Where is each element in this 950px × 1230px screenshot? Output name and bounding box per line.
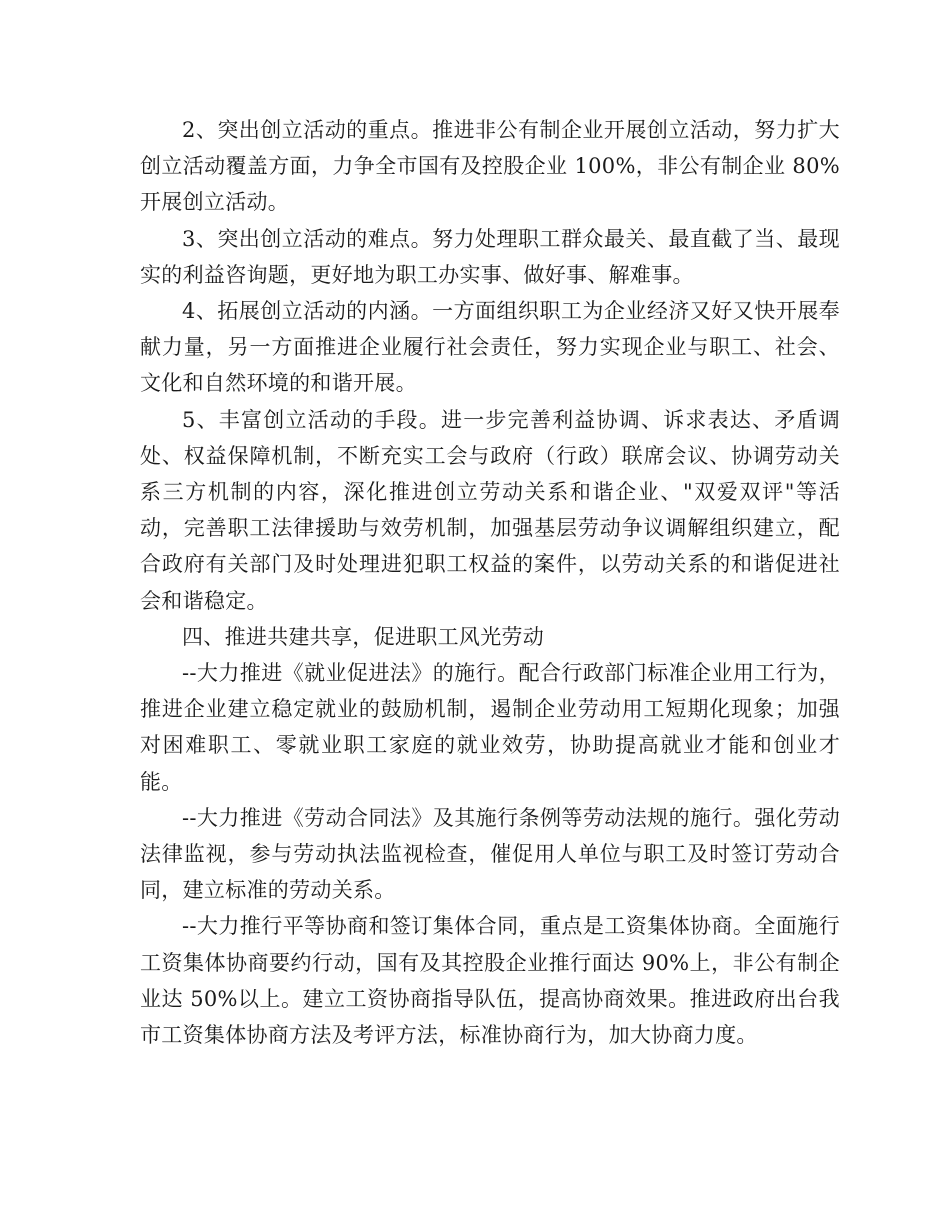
paragraph-item-4: 4、拓展创立活动的内涵。一方面组织职工为企业经济又好又快开展奉献力量，另一方面推进企业履行社会责任，努力实现企业与职工、社会、文化和自然环境的和谐开展。: [140, 299, 840, 396]
paragraph-item-5: 5、丰富创立活动的手段。进一步完善利益协调、诉求表达、矛盾调处、权益保障机制，不断充实工会与政府（行政）联席会议、协调劳动关系三方机制的内容，深化推进创立劳动关系和谐企业、"双爱双评"等活动，完善职工法律援助与效劳机制，加强基层劳动争议调解组织建立，配合政府有关部门及时处理进犯职工权益的案件，以劳动关系的和谐促进社会和谐稳定。: [140, 407, 840, 613]
document-body: [140, 112, 840, 1053]
paragraph-labor-contract-law: --大力推进《劳动合同法》及其施行条例等劳动法规的施行。强化劳动法律监视，参与劳动执法监视检查，催促用人单位与职工及时签订劳动合同，建立标准的劳动关系。: [140, 805, 840, 903]
section-heading-4: 四、推进共建共享，促进职工风光劳动: [182, 624, 545, 649]
paragraph-employment-law: --大力推进《就业促进法》的施行。配合行政部门标准企业用工行为，推进企业建立稳定就业的鼓励机制，遏制企业劳动用工短期化现象；加强对困难职工、零就业职工家庭的就业效劳，协助提高就业才能和创业才能。: [140, 661, 840, 794]
paragraph-collective-bargaining: --大力推行平等协商和签订集体合同，重点是工资集体协商。全面施行工资集体协商要约行动，国有及其控股企业推行面达 90%上，非公有制企业达 50%以上。建立工资协商指导队伍，提高协商效果。推进政府出台我市工资集体协商方法及考评方法，标准协商行为，加大协商力度。: [140, 914, 840, 1048]
paragraph-item-2: 2、突出创立活动的重点。推进非公有制企业开展创立活动，努力扩大创立活动覆盖方面，力争全市国有及控股企业 100%，非公有制企业 80%开展创立活动。: [140, 118, 840, 215]
paragraph-item-3: 3、突出创立活动的难点。努力处理职工群众最关、最直截了当、最现实的利益咨询题，更好地为职工办实事、做好事、解难事。: [140, 226, 840, 287]
